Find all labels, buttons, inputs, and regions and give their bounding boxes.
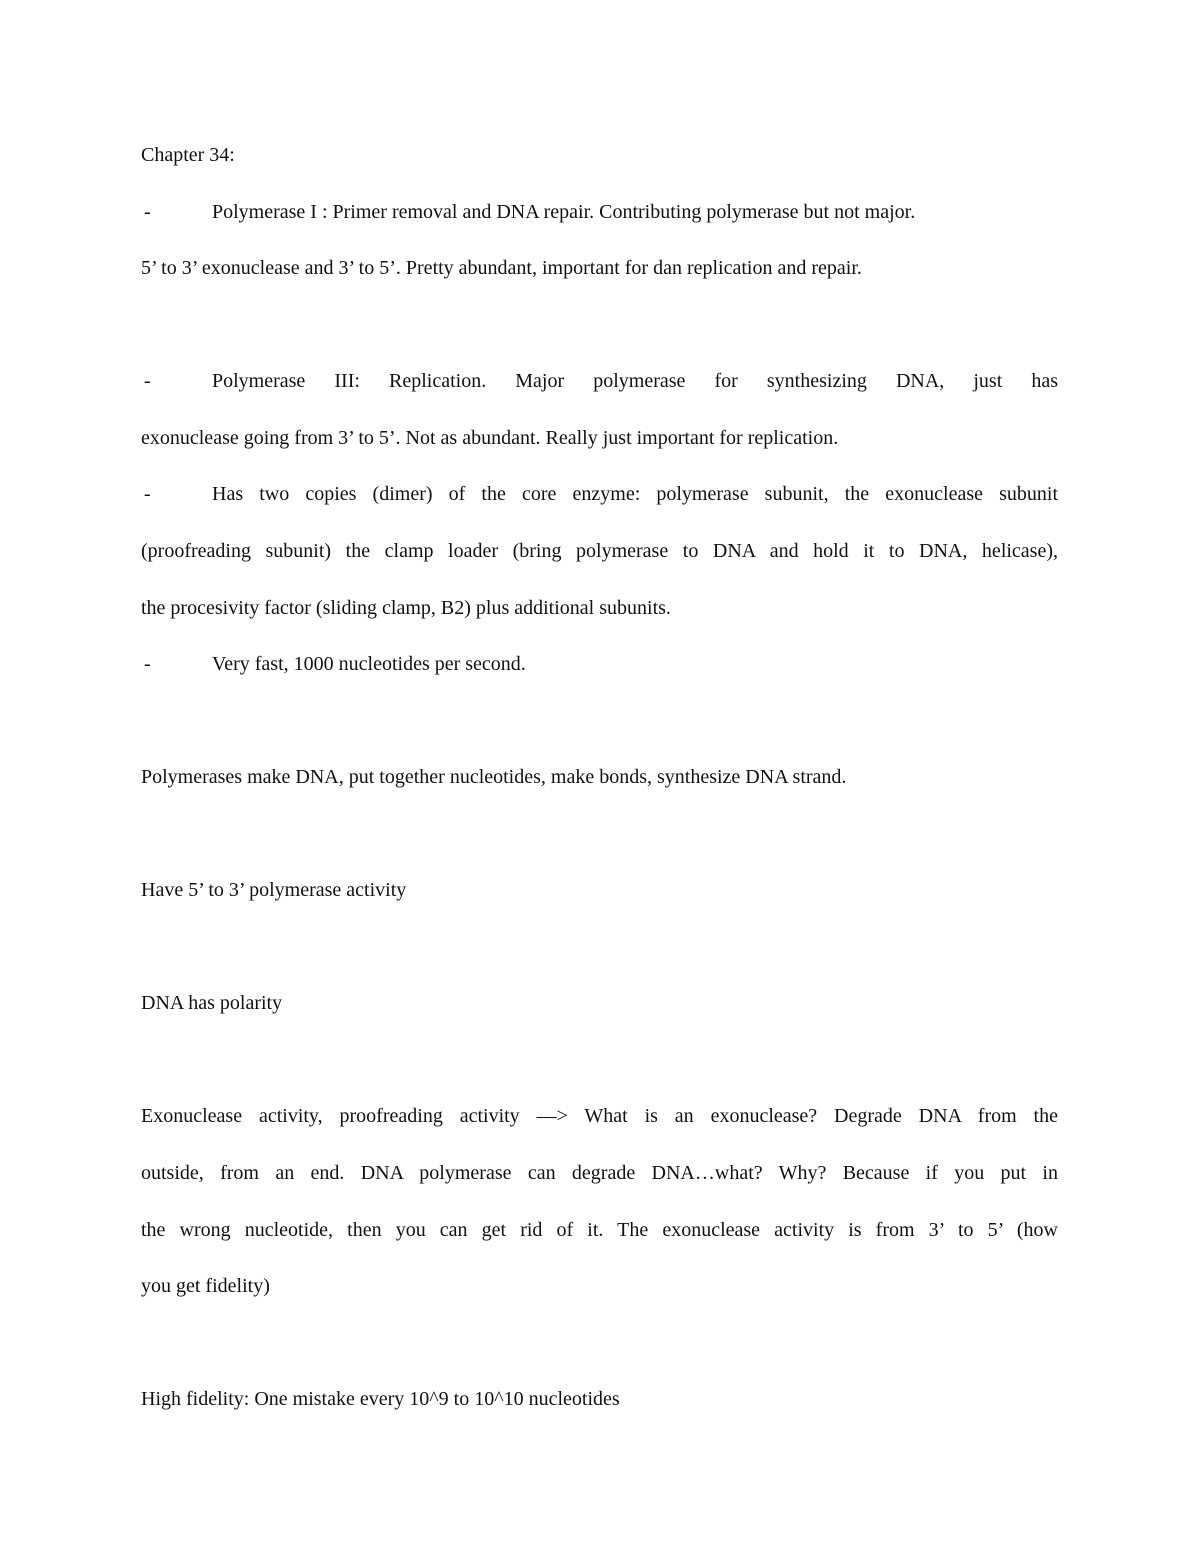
- bullet-dash: -: [144, 201, 151, 223]
- bullet-dash: -: [144, 653, 151, 675]
- bullet-text: Has two copies (dimer) of the core enzyme: polymerase subunit, the exonuclease subunit: [212, 483, 1058, 505]
- paragraph-line: the procesivity factor (sliding clamp, B2) plus additional subunits.: [141, 597, 671, 619]
- paragraph-line: the wrong nucleotide, then you can get rid of it. The exonuclease activity is from 3’ to 5’ (how: [141, 1219, 1058, 1241]
- paragraph-polarity: DNA has polarity: [141, 992, 283, 1014]
- paragraph-polymerases: Polymerases make DNA, put together nucleotides, make bonds, synthesize DNA strand.: [141, 766, 847, 788]
- bullet-dash: -: [144, 370, 151, 392]
- paragraph-fidelity: High fidelity: One mistake every 10^9 to 10^10 nucleotides: [141, 1388, 620, 1410]
- bullet-text: Polymerase III: Replication. Major polymerase for synthesizing DNA, just has: [212, 370, 1058, 392]
- bullet-dash: -: [144, 483, 151, 505]
- bullet-text: Very fast, 1000 nucleotides per second.: [212, 653, 526, 675]
- paragraph-line: (proofreading subunit) the clamp loader (bring polymerase to DNA and hold it to DNA, helicase),: [141, 540, 1058, 562]
- paragraph-line: you get fidelity): [141, 1275, 270, 1297]
- paragraph-line: exonuclease going from 3’ to 5’. Not as abundant. Really just important for replication.: [141, 427, 839, 449]
- paragraph-activity: Have 5’ to 3’ polymerase activity: [141, 879, 407, 901]
- paragraph-line: outside, from an end. DNA polymerase can degrade DNA…what? Why? Because if you put in: [141, 1162, 1058, 1184]
- bullet-text: Polymerase I : Primer removal and DNA repair. Contributing polymerase but not major.: [212, 201, 916, 223]
- chapter-heading: Chapter 34:: [141, 144, 235, 166]
- paragraph-line: Exonuclease activity, proofreading activity —> What is an exonuclease? Degrade DNA from the: [141, 1105, 1058, 1127]
- paragraph-line: 5’ to 3’ exonuclease and 3’ to 5’. Pretty abundant, important for dan replication and repair.: [141, 257, 862, 279]
